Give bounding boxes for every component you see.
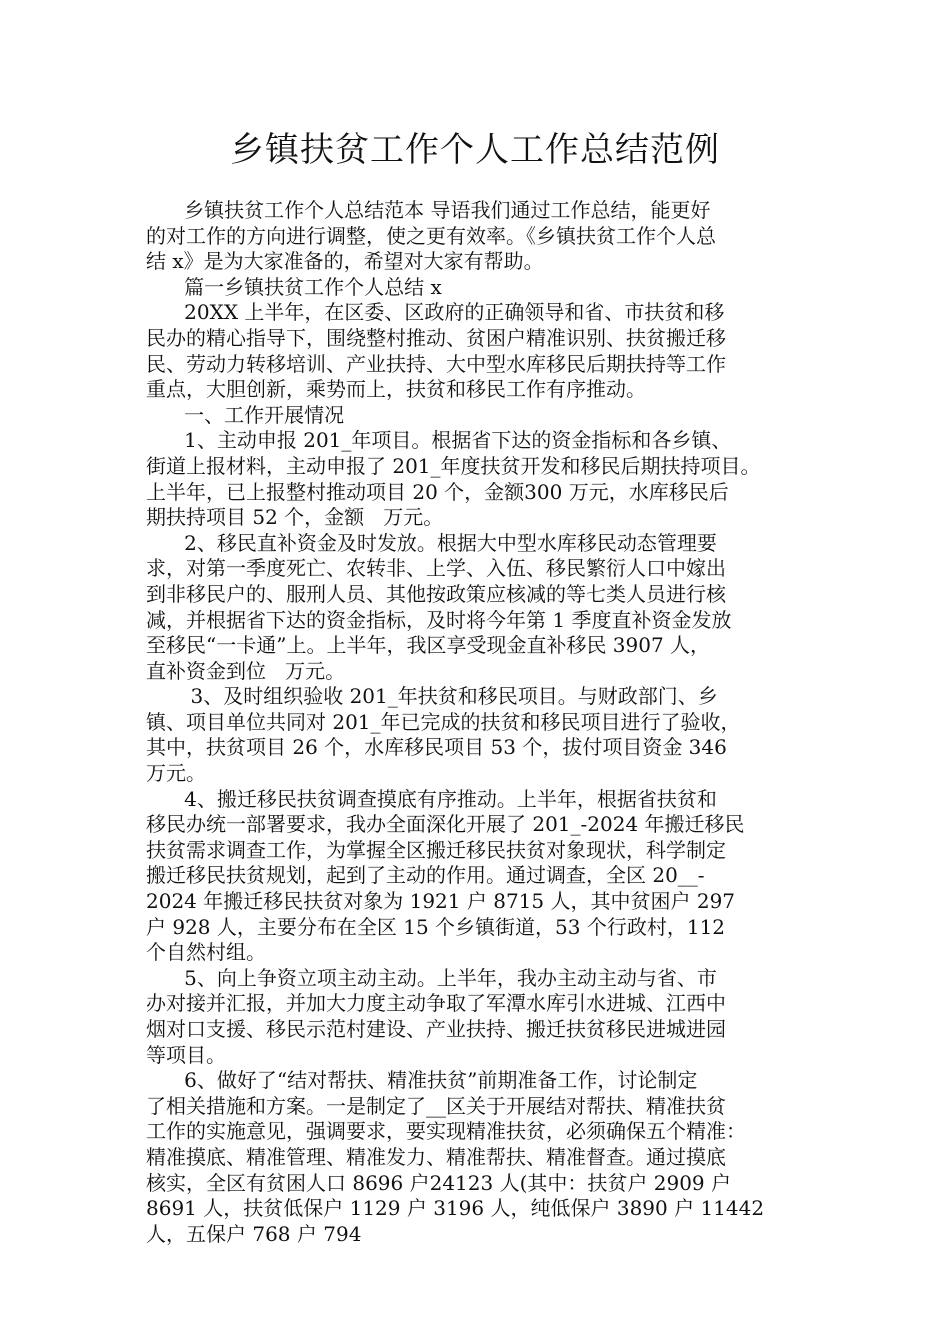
body-line: 上半年，已上报整村推动项目 20 个，金额300 万元，水库移民后 [146, 479, 729, 504]
body-line: 移民办统一部署要求，我办全面深化开展了 201_-2024 年搬迁移民 [146, 812, 745, 837]
body-line: 篇一乡镇扶贫工作个人总结 x [146, 274, 442, 299]
body-line: 直补资金到位 万元。 [146, 658, 346, 683]
body-line: 工作的实施意见，强调要求，要实现精准扶贫，必须确保五个精准： [146, 1119, 746, 1144]
body-line: 减，并根据省下达的资金指标，及时将今年第 1 季度直补资金发放 [146, 607, 732, 632]
body-line: 镇、项目单位共同对 201_年已完成的扶贫和移民项目进行了验收， [146, 709, 741, 734]
body-line: 5、向上争资立项主动主动。上半年，我办主动主动与省、市 [146, 965, 717, 990]
body-line: 6、做好了“结对帮扶、精准扶贫”前期准备工作，讨论制定 [146, 1068, 698, 1093]
body-line: 其中，扶贫项目 26 个，水库移民项目 53 个，拔付项目资金 346 [146, 735, 727, 760]
body-line: 20XX 上半年，在区委、区政府的正确领导和省、市扶贫和移 [146, 300, 725, 325]
body-line: 1、主动申报 201_年项目。根据省下达的资金指标和各乡镇、 [146, 428, 732, 453]
body-line: 重点，大胆创新，乘势而上，扶贫和移民工作有序推动。 [146, 377, 646, 402]
body-line: 2024 年搬迁移民扶贫对象为 1921 户 8715 人，其中贫困户 297 [146, 889, 736, 914]
body-line: 精准摸底、精准管理、精准发力、精准帮扶、精准督查。通过摸底 [146, 1144, 726, 1169]
body-line: 至移民“一卡通”上。上半年，我区享受现金直补移民 3907 人， [146, 633, 711, 658]
body-line: 期扶持项目 52 个，金额 万元。 [146, 505, 444, 530]
body-line: 8691 人，扶贫低保户 1129 户 3196 人，纯低保户 3890 户 11442 [146, 1196, 765, 1221]
body-line: 结 x》是为大家准备的，希望对大家有帮助。 [146, 249, 544, 274]
body-line: 了相关措施和方案。一是制定了__区关于开展结对帮扶、精准扶贫 [146, 1093, 726, 1118]
body-line: 乡镇扶贫工作个人总结范本 导语我们通过工作总结，能更好 [146, 198, 711, 222]
body-line: 核实，全区有贫困人口 8696 户24123 人(其中：扶贫户 2909 户 [146, 1170, 732, 1195]
body-line: 扶贫需求调查工作，为掌握全区搬迁移民扶贫对象现状，科学制定 [146, 837, 726, 862]
body-line: 4、搬迁移民扶贫调查摸底有序推动。上半年，根据省扶贫和 [146, 786, 717, 811]
body-line: 求，对第一季度死亡、农转非、上学、入伍、移民繁衍人口中嫁出 [146, 556, 726, 581]
document-title: 乡镇扶贫工作个人工作总结范例 [230, 130, 720, 170]
body-line: 办对接并汇报，并加大力度主动争取了军潭水库引水进城、江西中 [146, 991, 726, 1016]
body-line: 搬迁移民扶贫规划，起到了主动的作用。通过调查，全区 20__- [146, 863, 705, 888]
body-line: 个自然村组。 [146, 940, 266, 965]
body-line: 街道上报材料，主动申报了 201_年度扶贫开发和移民后期扶持项目。 [146, 453, 761, 478]
body-line: 民办的精心指导下，围绕整村推动、贫困户精准识别、扶贫搬迁移 [146, 325, 726, 350]
body-line: 3、及时组织验收 201_年扶贫和移民项目。与财政部门、乡 [146, 684, 718, 709]
body-line: 人，五保户 768 户 794 [146, 1221, 362, 1246]
document-body [146, 198, 811, 1247]
body-line: 万元。 [146, 761, 206, 786]
body-line: 到非移民户的、服刑人员、其他按政策应核减的等七类人员进行核 [146, 581, 726, 606]
body-line: 烟对口支援、移民示范村建设、产业扶持、搬迁扶贫移民进城进园 [146, 1017, 726, 1041]
body-line: 2、移民直补资金及时发放。根据大中型水库移民动态管理要 [146, 530, 717, 555]
body-line: 一、工作开展情况 [146, 402, 345, 427]
body-line: 等项目。 [146, 1042, 226, 1067]
body-line: 户 928 人，主要分布在全区 15 个乡镇街道，53 个行政村，112 [146, 914, 726, 939]
body-line: 的对工作的方向进行调整，使之更有效率。《乡镇扶贫工作个人总 [146, 223, 716, 248]
body-line: 民、劳动力转移培训、产业扶持、大中型水库移民后期扶持等工作 [146, 351, 726, 376]
